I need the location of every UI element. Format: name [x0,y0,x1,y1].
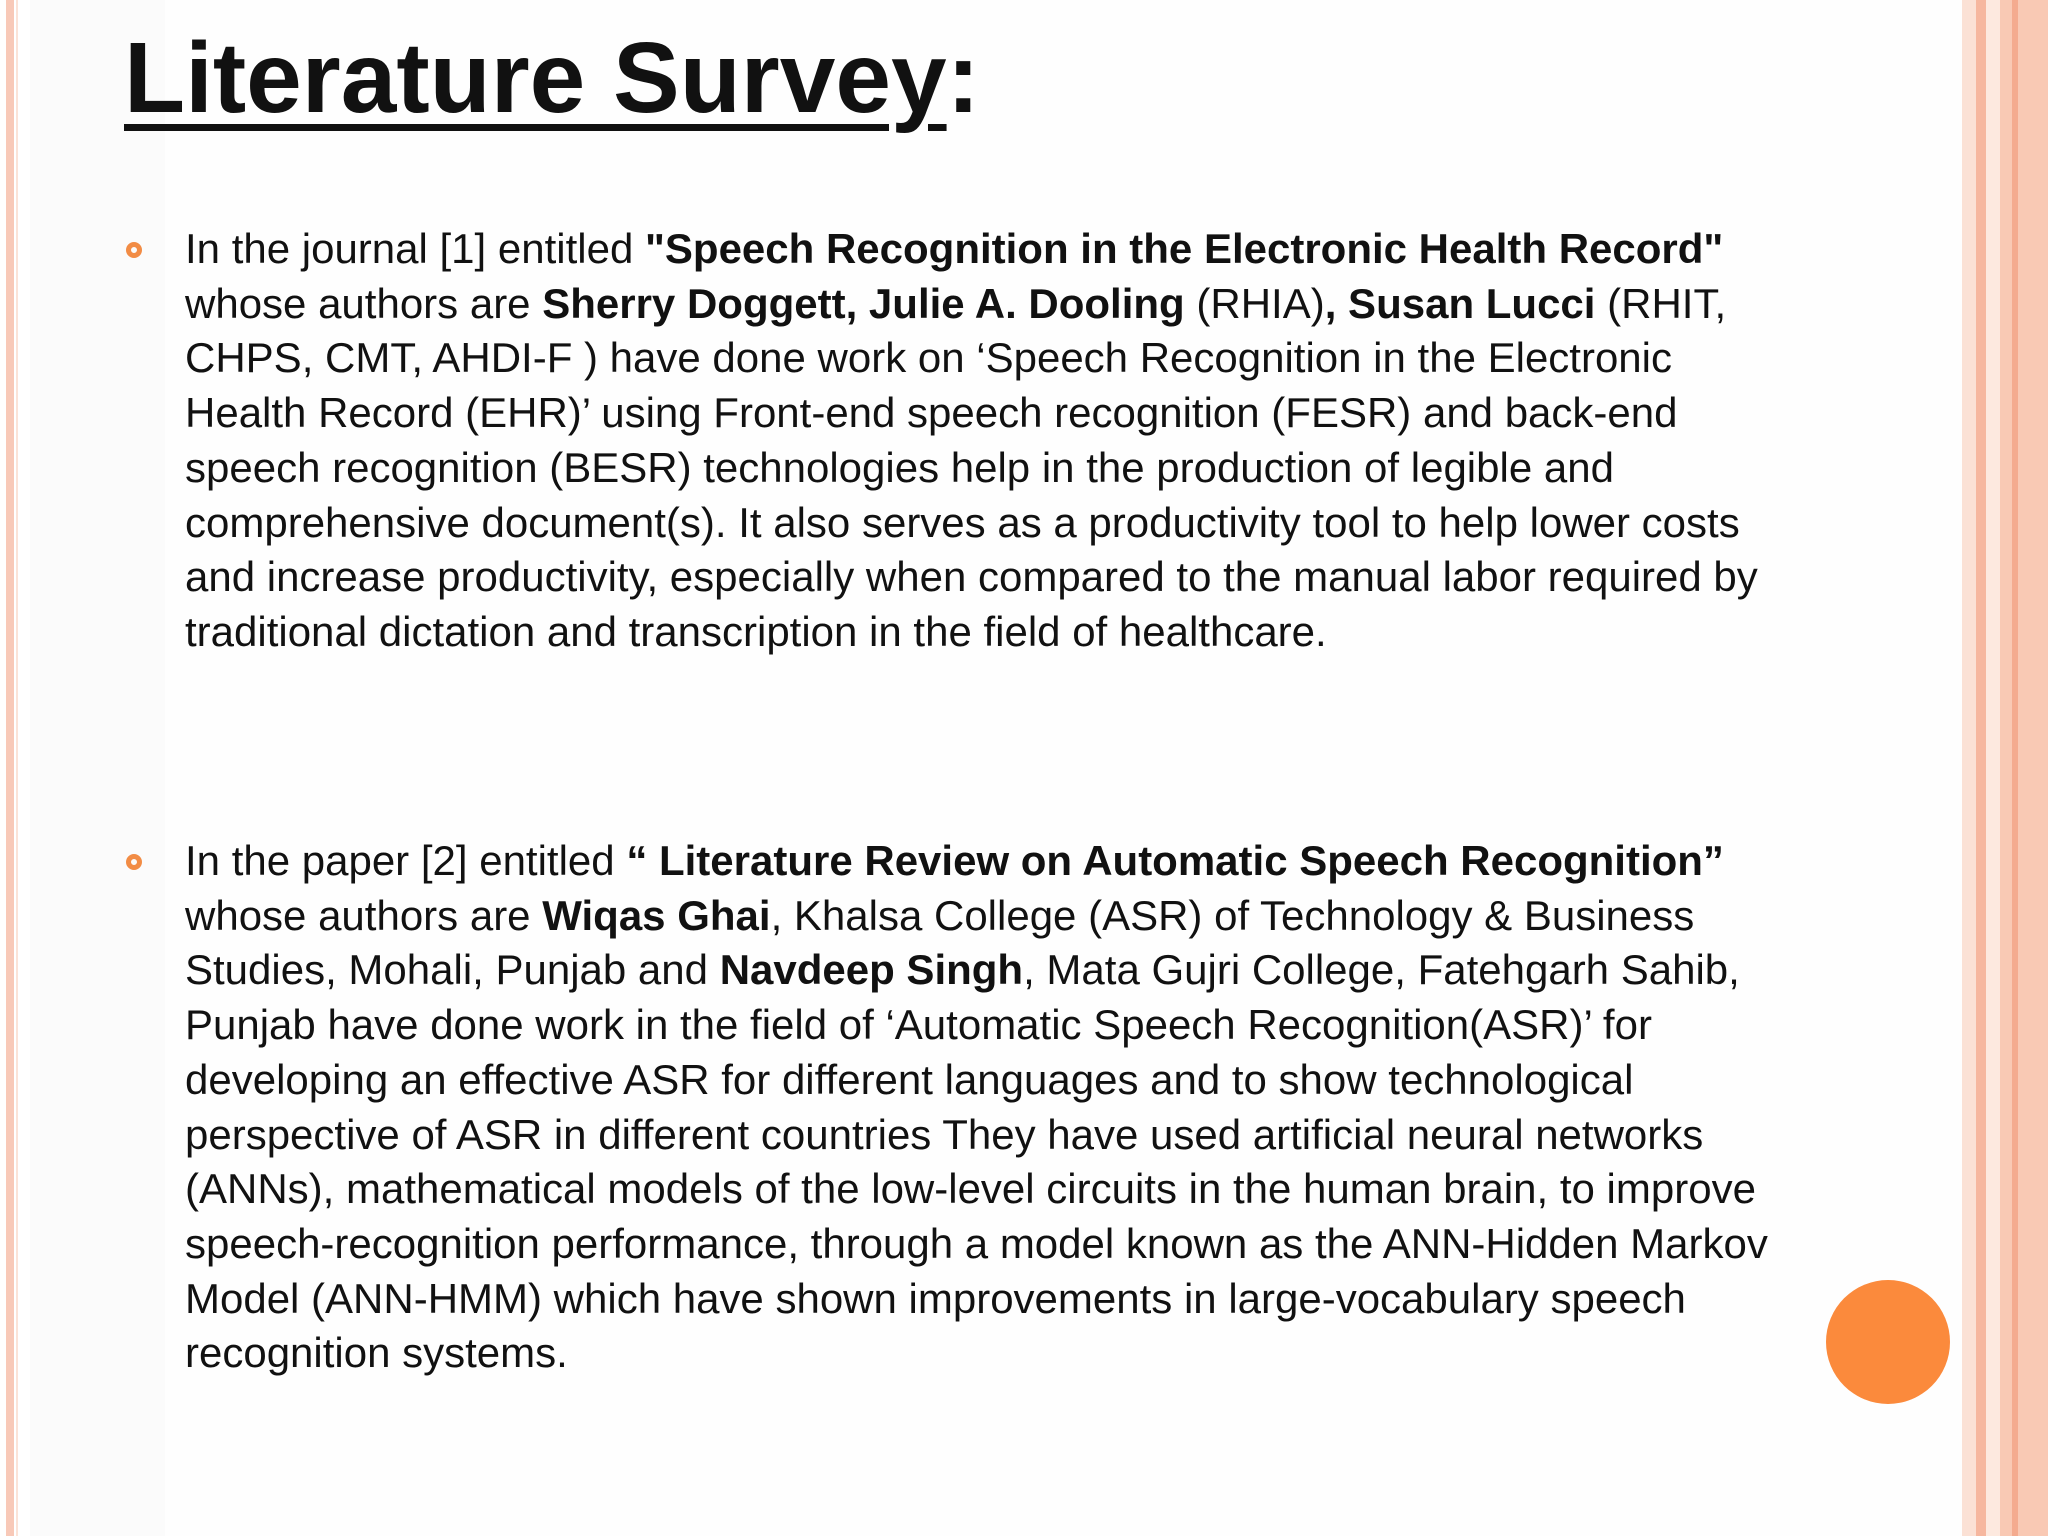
bold-text-segment: Sherry Doggett, Julie A. Dooling [542,279,1185,327]
text-segment: developing an effective ASR for different languages and to show technological [185,1055,1634,1103]
text-segment: and increase productivity, especially when compared to the manual labor required by [185,553,1758,601]
text-segment: In the paper [2] entitled [185,837,627,884]
text-segment: perspective of ASR in different countries They have used artificial neural networks [185,1110,1704,1158]
slide-title [124,18,980,138]
bold-text-segment: “ Literature Review on Automatic Speech Recognition” [626,837,1724,884]
text-segment: CHPS, CMT, AHDI-F ) have done work on ‘Speech Recognition in the Electronic [185,334,1673,382]
text-segment: Punjab have done work in the field of ‘Automatic Speech Recognition(ASR)’ for [185,1001,1652,1049]
text-segment: comprehensive document(s). It also serves as a productivity tool to help lower costs [185,498,1740,546]
text-segment: (RHIT, [1595,279,1727,327]
bold-text-segment: "Speech Recognition in the Electronic Health Record" [644,225,1724,272]
content-panel-shade [30,0,165,1536]
text-segment: traditional dictation and transcription in the field of healthcare. [185,607,1327,655]
bold-text-segment: Navdeep Singh [719,946,1024,994]
text-segment: recognition systems. [185,1329,568,1377]
text-segment: Studies, Mohali, Punjab and [185,946,720,994]
text-segment: Health Record (EHR)’ using Front-end speech recognition (FESR) and back-end [185,389,1678,437]
slide-title-text: Literature Survey [124,22,947,134]
text-segment: (ANNs), mathematical models of the low-level circuits in the human brain, to improve [185,1165,1756,1213]
text-segment: whose authors are [185,891,543,939]
text-segment: whose authors are [185,279,543,327]
slide-title-colon: : [946,22,980,134]
bullet-text [185,834,2040,1381]
bullet-ring-icon [126,242,142,258]
text-segment: (RHIA) [1184,279,1325,327]
left-border-line-inner [16,0,18,1536]
text-segment: , Khalsa College (ASR) of Technology & Business [770,891,1695,939]
text-segment: speech-recognition performance, through a model known as the ANN-Hidden Markov [185,1219,1768,1267]
bold-text-segment: , Susan Lucci [1324,279,1596,327]
text-segment: Model (ANN-HMM) which have shown improvements in large-vocabulary speech [185,1274,1686,1322]
text-segment: , Mata Gujri College, Fatehgarh Sahib, [1023,946,1740,994]
bullet-ring-icon [126,854,142,870]
text-segment: speech recognition (BESR) technologies help in the production of legible and [185,443,1614,491]
text-segment: In the journal [1] entitled [185,225,645,272]
bold-text-segment: Wiqas Ghai [542,891,771,939]
left-border-line [6,0,14,1536]
bullet-text [185,222,2040,660]
orange-circle-decoration [1826,1280,1950,1404]
